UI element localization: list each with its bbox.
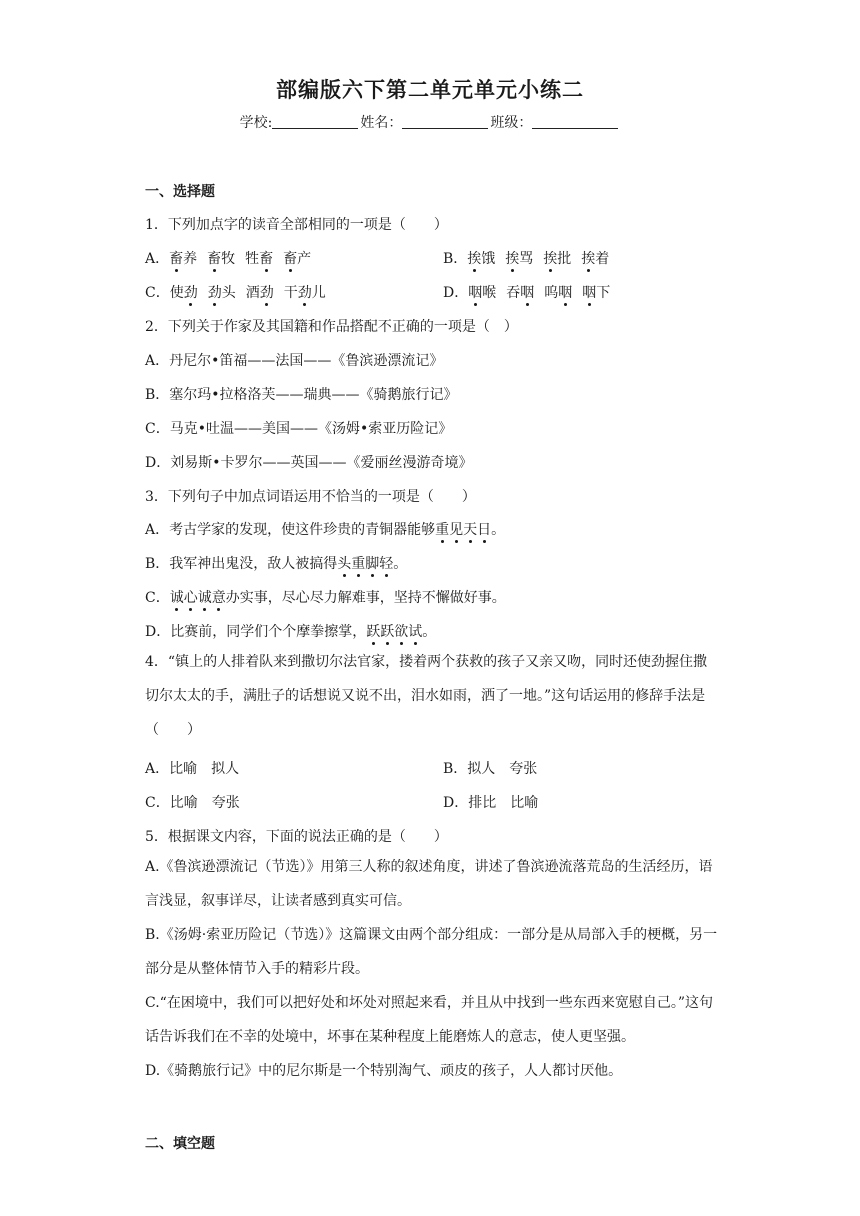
question-3-option-a: A．考古学家的发现，使这件珍贵的青铜器能够重见天日。 — [145, 522, 506, 538]
dotted-phrase — [366, 624, 422, 640]
dotted-char: 诚 — [169, 590, 184, 606]
class-blank[interactable] — [532, 114, 618, 129]
school-blank[interactable] — [272, 114, 358, 129]
class-label: 班级： — [490, 115, 533, 131]
dotted-char: 重 — [435, 522, 450, 538]
question-5-option-c: C.“在困境中，我们可以把好处和坏处对照起来看，并且从中找到一些东西来宽慰自己。”这句话告诉我们在不幸的处境中，坏事在某种程度上能磨炼人的意志，使人更坚强。 — [145, 995, 713, 1045]
question-1-option-d: D．咽喉 吞咽 呜咽 咽下 — [443, 285, 611, 301]
dotted-char: 天 — [463, 522, 478, 538]
question-2-option-c: C．马克•吐温——美国——《汤姆•索亚历险记》 — [145, 421, 453, 437]
question-1-option-c: C．使劲 劲头 酒劲 干劲儿 — [145, 285, 326, 301]
dotted-char: 轻 — [379, 556, 394, 572]
page-title: 部编版六下第二单元单元小练二 — [276, 77, 584, 102]
question-2-option-a: A．丹尼尔•笛福——法国——《鲁滨逊漂流记》 — [145, 353, 444, 369]
dotted-char: 试 — [408, 624, 423, 640]
question-3-option-c: C．诚心诚意办实事，尽心尽力解难事，坚持不懈做好事。 — [145, 590, 506, 606]
dotted-char: 日 — [477, 522, 492, 538]
question-5-option-a: A.《鲁滨逊漂流记（节选）》用第三人称的叙述角度，讲述了鲁滨逊流落荒岛的生活经历，语言浅显，叙事详尽，让读者感到真实可信。 — [145, 859, 713, 909]
dotted-char: 心 — [183, 590, 198, 606]
section-heading-fill-in: 二、填空题 — [145, 1136, 215, 1152]
question-4-option-c: C．比喻 夸张 — [145, 795, 240, 811]
section-heading-choice: 一、选择题 — [145, 184, 215, 200]
dotted-char: 意 — [211, 590, 226, 606]
question-4-option-d: D．排比 比喻 — [443, 795, 539, 811]
dotted-char: 见 — [449, 522, 464, 538]
dotted-phrase — [170, 590, 226, 606]
dotted-phrase — [337, 556, 393, 572]
question-2-option-d: D．刘易斯•卡罗尔——英国——《爱丽丝漫游奇境》 — [145, 455, 473, 471]
dotted-char: 头 — [337, 556, 352, 572]
name-blank[interactable] — [402, 114, 488, 129]
dotted-char: 跃 — [366, 624, 381, 640]
question-5-option-d: D.《骑鹅旅行记》中的尼尔斯是一个特别淘气、顽皮的孩子，人人都讨厌他。 — [145, 1063, 623, 1079]
name-label: 姓名： — [360, 115, 403, 131]
question-2-option-b: B．塞尔玛•拉格洛芙——瑞典——《骑鹅旅行记》 — [145, 387, 458, 403]
question-1-option-b: B．挨饿 挨骂 挨批 挨着 — [443, 251, 610, 267]
question-1-stem: 1．下列加点字的读音全部相同的一项是（ ） — [145, 217, 448, 233]
question-4-option-b: B．拟人 夸张 — [443, 761, 538, 777]
dotted-char: 欲 — [394, 624, 409, 640]
question-3-option-b: B．我军神出鬼没，敌人被搞得头重脚轻。 — [145, 556, 408, 572]
student-info-line — [0, 112, 860, 132]
question-4-option-a: A．比喻 拟人 — [145, 761, 240, 777]
question-5-stem: 5．根据课文内容，下面的说法正确的是（ ） — [145, 829, 448, 845]
question-1-option-a: A．畜养 畜牧 牲畜 畜产 — [145, 251, 312, 267]
question-3-option-d: D．比赛前，同学们个个摩拳擦掌，跃跃欲试。 — [145, 624, 437, 640]
dotted-phrase — [435, 522, 491, 538]
dotted-char: 重 — [351, 556, 366, 572]
question-2-stem: 2．下列关于作家及其国籍和作品搭配不正确的一项是（ ） — [145, 319, 518, 335]
school-label: 学校: — [239, 115, 273, 131]
question-3-stem: 3．下列句子中加点词语运用不恰当的一项是（ ） — [145, 489, 476, 505]
dotted-char: 诚 — [197, 590, 212, 606]
question-5-option-b: B.《汤姆·索亚历险记（节选）》这篇课文由两个部分组成：一部分是从局部入手的梗概，另一部分是从整体情节入手的精彩片段。 — [145, 927, 718, 977]
question-4-stem: 4．“镇上的人排着队来到撒切尔法官家，搂着两个获救的孩子又亲又吻，同时还使劲握住撒切尔太太的手，满肚子的话想说又说不出，泪水如雨，洒了一地。”这句话运用的修辞手法是（ ） — [145, 654, 708, 738]
dotted-char: 跃 — [380, 624, 395, 640]
dotted-char: 脚 — [365, 556, 380, 572]
